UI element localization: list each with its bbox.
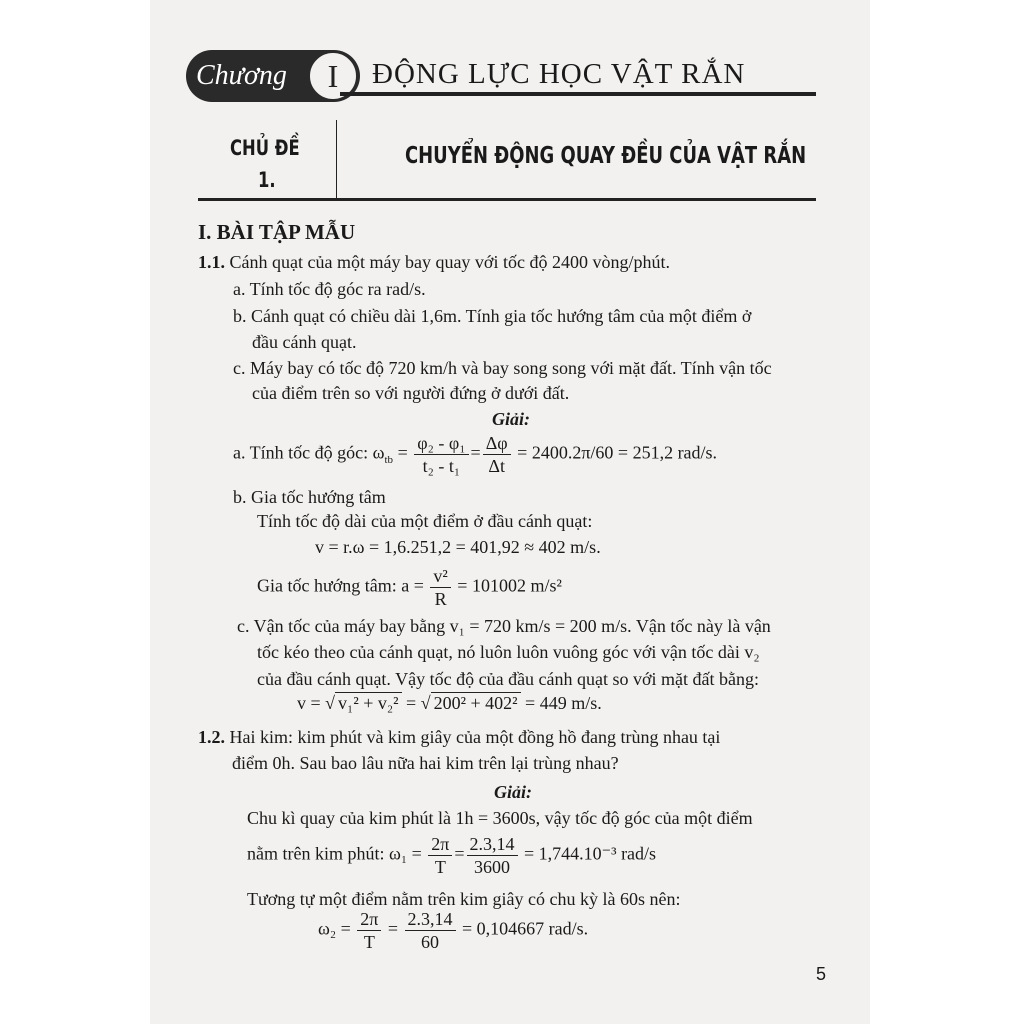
solution-text: tốc kéo theo của cánh quạt, nó luôn luôn vuông góc với vận tốc dài v₂: [257, 642, 760, 662]
numerator: φ₂ - φ₁: [414, 432, 468, 455]
solution-heading: Giải:: [494, 782, 532, 802]
denominator: T: [363, 932, 375, 952]
fraction: [428, 833, 452, 878]
chapter-numeral: I: [308, 51, 358, 101]
solution-text: của đầu cánh quạt. Vậy tốc độ của đầu cánh quạt so với mặt đất bằng:: [257, 669, 760, 689]
problem-number: 1.2.: [198, 727, 225, 747]
denominator: R: [434, 589, 447, 609]
section-title: I. BÀI TẬP MẪU: [198, 220, 356, 244]
eq-text: =: [401, 693, 421, 713]
page-number: 5: [816, 964, 827, 984]
eq-text: a. Tính tốc độ góc: ω: [233, 442, 385, 463]
eq-text: nằm trên kim phút: ω₁ =: [247, 843, 422, 864]
fraction: [467, 833, 518, 878]
problem-text: điểm 0h. Sau bao lâu nữa hai kim trên lại trùng nhau?: [232, 753, 619, 773]
chapter-badge: [186, 50, 360, 102]
eq-result: = 1,744.10⁻³ rad/s: [524, 843, 657, 864]
solution-text: Tương tự một điểm nằm trên kim giây có chu kỳ là 60s nên:: [247, 889, 681, 909]
fraction: [430, 565, 450, 610]
problem-part: c. Máy bay có tốc độ 720 km/h và bay song song với mặt đất. Tính vận tốc: [233, 358, 772, 378]
topic-title: CHUYỂN ĐỘNG QUAY ĐỀU CỦA VẬT RẮN: [405, 143, 807, 169]
fraction: [483, 432, 511, 477]
numerator: 2π: [357, 908, 381, 931]
problem-part: b. Cánh quạt có chiều dài 1,6m. Tính gia tốc hướng tâm của một điểm ở: [233, 306, 752, 326]
sqrt-content: 200² + 402²: [431, 692, 521, 713]
problem-number: 1.1.: [198, 252, 225, 272]
chapter-rule: [340, 92, 816, 96]
fraction: [414, 432, 468, 477]
eq-result: = 0,104667 rad/s.: [462, 918, 589, 939]
eq-result: = 449 m/s.: [520, 693, 602, 713]
problem-part: a. Tính tốc độ góc ra rad/s.: [233, 279, 426, 299]
eq-text: ω₂ =: [318, 918, 351, 939]
eq-text: v =: [297, 693, 326, 713]
fraction: [357, 908, 381, 953]
eq-result: = 2400.2π/60 = 251,2 rad/s.: [517, 442, 718, 463]
problem-part: đầu cánh quạt.: [252, 332, 357, 352]
eq-text: Gia tốc hướng tâm: a =: [257, 575, 424, 596]
chapter-title: ĐỘNG LỰC HỌC VẬT RẮN: [372, 58, 746, 90]
problem-text: Hai kim: kim phút và kim giây của một đồng hồ đang trùng nhau tại: [229, 727, 721, 747]
topic-divider: [336, 120, 337, 200]
fraction: [405, 908, 456, 953]
numerator: Δφ: [483, 432, 511, 455]
sqrt-content: v₁² + v₂²: [335, 692, 402, 713]
denominator: Δt: [488, 456, 505, 476]
denominator: 3600: [474, 857, 511, 877]
problem-part: của điểm trên so với người đứng ở dưới đất.: [252, 383, 570, 403]
numerator: 2.3,14: [405, 908, 456, 931]
chapter-word: Chương: [196, 60, 287, 91]
solution-heading: Giải:: [492, 409, 530, 429]
numerator: v²: [430, 565, 450, 588]
solution-text: c. Vận tốc của máy bay bằng v₁ = 720 km/s = 200 m/s. Vận tốc này là vận: [237, 616, 771, 636]
denominator: t₂ - t₁: [422, 456, 461, 476]
topic-number: 1.: [258, 168, 276, 192]
denominator: 60: [421, 932, 440, 952]
topic-rule: [198, 198, 816, 201]
denominator: T: [434, 857, 446, 877]
equation: v = r.ω = 1,6.251,2 = 401,92 ≈ 402 m/s.: [315, 537, 601, 557]
numerator: 2π: [428, 833, 452, 856]
solution-text: Chu kì quay của kim phút là 1h = 3600s, vậy tốc độ góc của một điểm: [247, 808, 753, 828]
topic-label: CHỦ ĐỀ: [230, 136, 300, 160]
problem-text: Cánh quạt của một máy bay quay với tốc độ 2400 vòng/phút.: [229, 252, 670, 272]
solution-text: Tính tốc độ dài của một điểm ở đầu cánh quạt:: [257, 511, 593, 531]
eq-result: = 101002 m/s²: [457, 575, 562, 596]
solution-text: b. Gia tốc hướng tâm: [233, 487, 386, 507]
numerator: 2.3,14: [467, 833, 518, 856]
eq-sub: tb: [384, 454, 394, 467]
